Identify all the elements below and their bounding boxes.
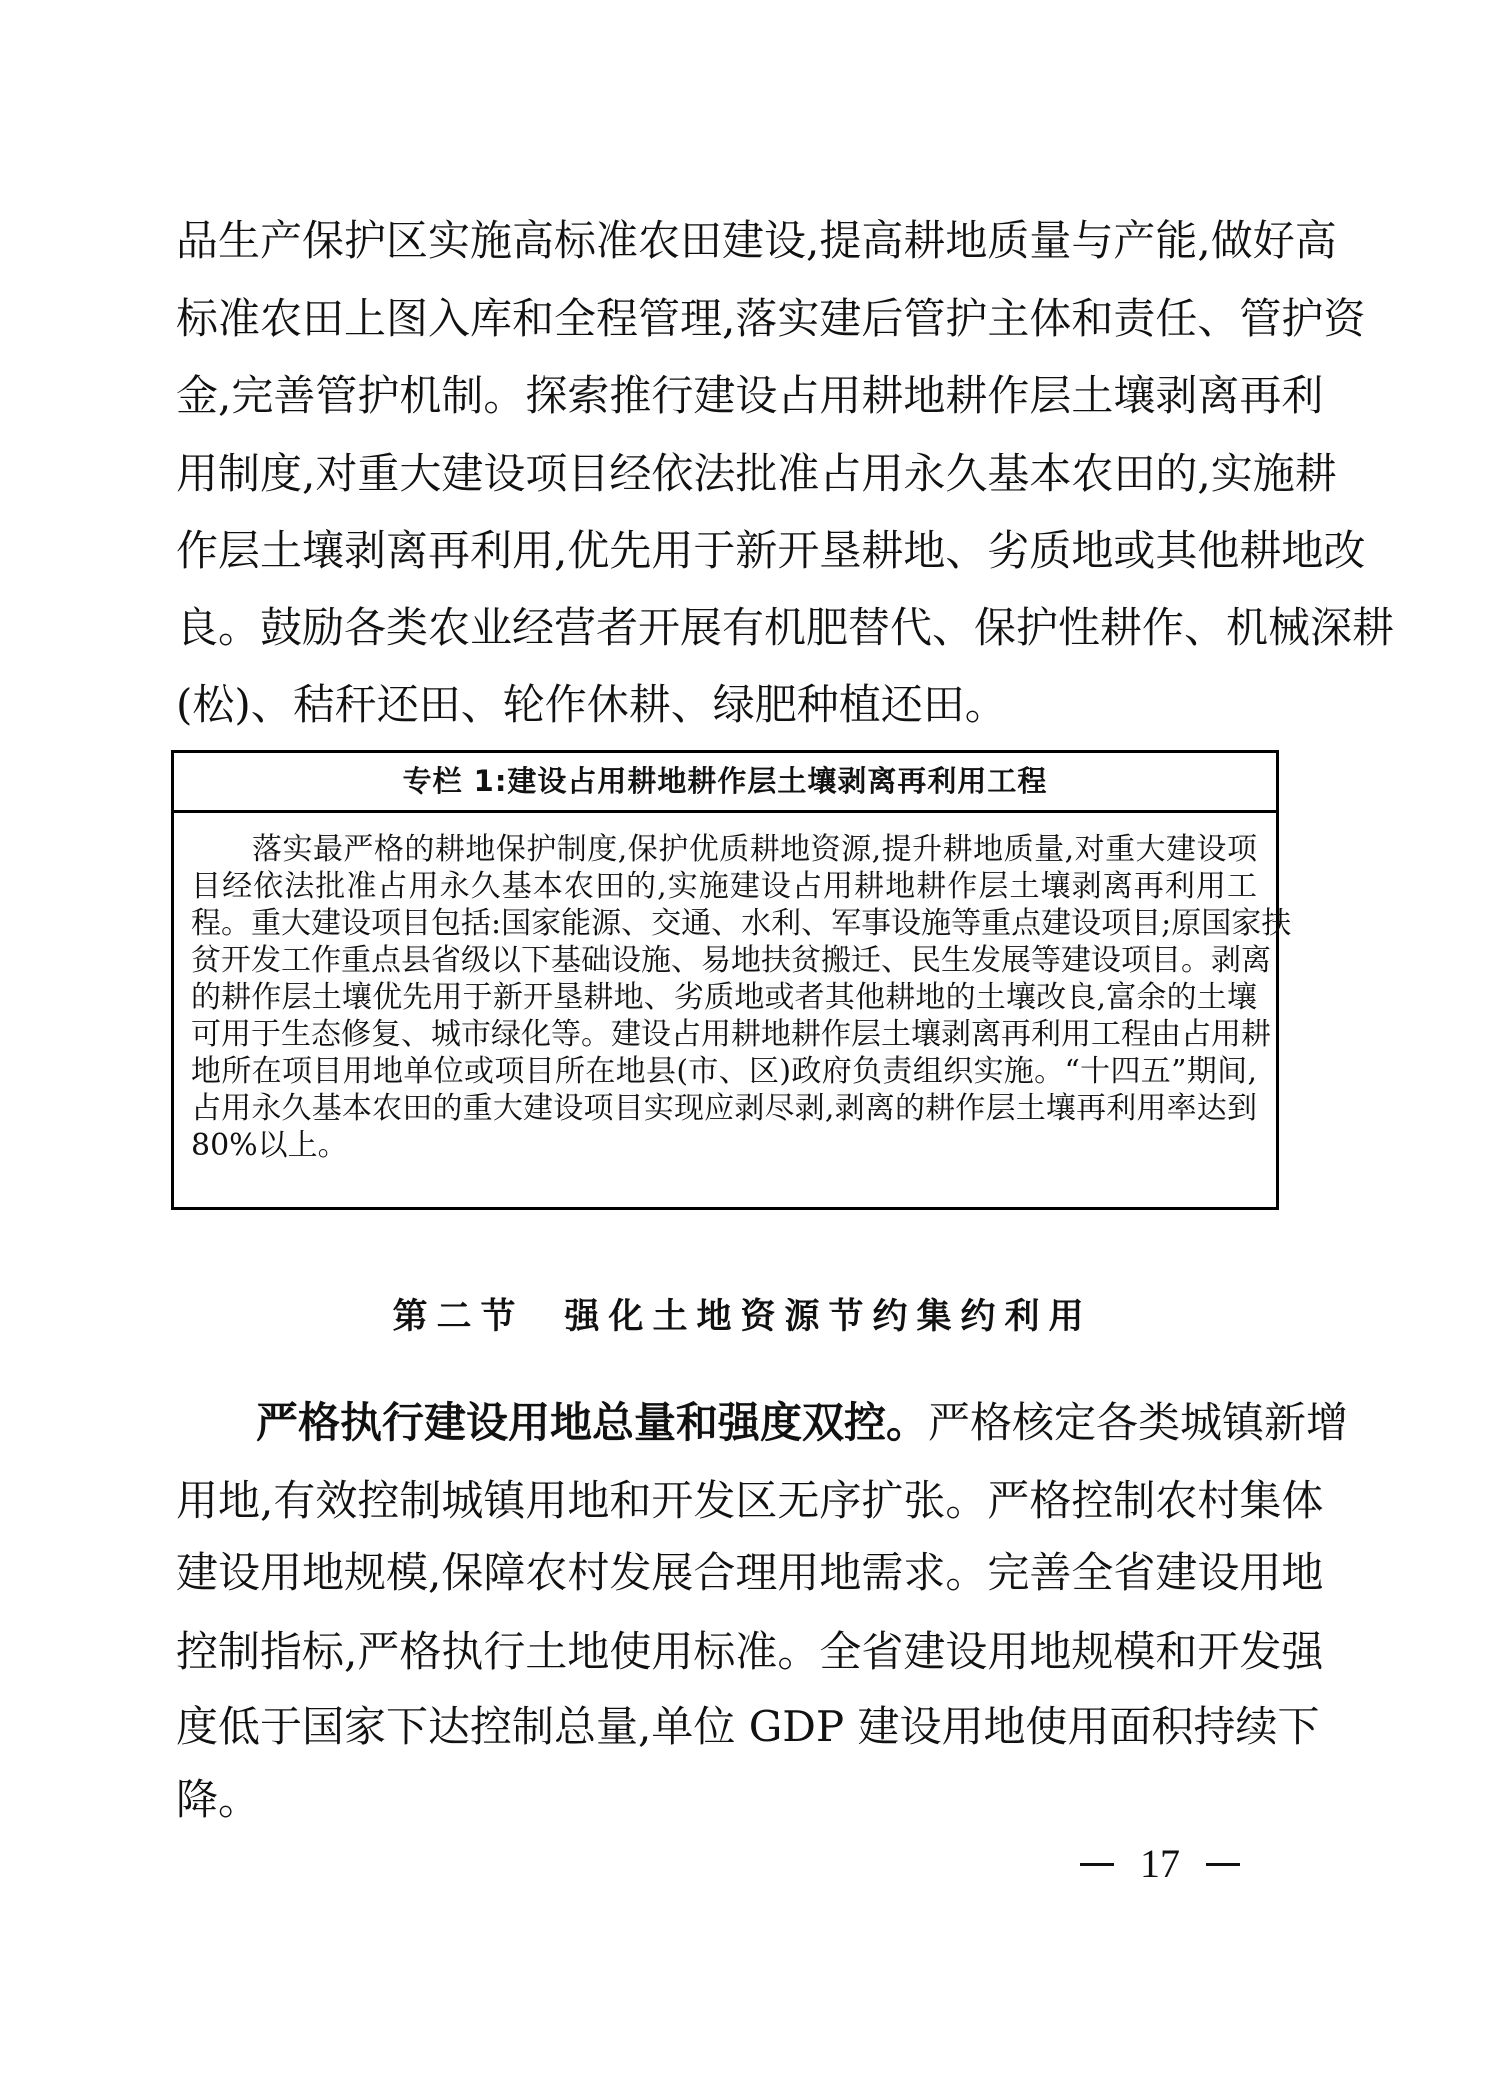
text-line: 标准农田上图入库和全程管理,落实建后管护主体和责任、管护资: [176, 294, 1366, 343]
box-text-line: 贫开发工作重点县省级以下基础设施、易地扶贫搬迁、民生发展等建设项目。剥离: [191, 943, 1271, 978]
box-text-line: 目经依法批准占用永久基本农田的,实施建设占用耕地耕作层土壤剥离再利用工: [191, 869, 1257, 904]
text-line: 控制指标,严格执行土地使用标准。全省建设用地规模和开发强: [176, 1627, 1324, 1676]
section-number: 第二节: [392, 1296, 525, 1337]
column-box: [171, 750, 1292, 1210]
text-line: [256, 1398, 1349, 1448]
text-line: 品生产保护区实施高标准农田建设,提高耕地质量与产能,做好高: [176, 216, 1337, 265]
text-line: (松)、秸秆还田、轮作休耕、绿肥种植还田。: [176, 680, 1007, 729]
text-line: 作层土壤剥离再利用,优先用于新开垦耕地、劣质地或其他耕地改: [176, 526, 1366, 575]
dash-decoration: [1080, 1863, 1114, 1866]
page-number: [1080, 1840, 1240, 1888]
text-line: 度低于国家下达控制总量,单位 GDP 建设用地使用面积持续下: [176, 1702, 1320, 1751]
box-text-line: 占用永久基本农田的重大建设项目实现应剥尽剥,剥离的耕作层土壤再利用率达到: [191, 1091, 1257, 1126]
text-line: 用制度,对重大建设项目经依法批准占用永久基本农田的,实施耕: [176, 449, 1337, 498]
column-box-title: 专栏 1:建设占用耕地耕作层土壤剥离再利用工程: [174, 753, 1276, 813]
text-line: 良。鼓励各类农业经营者开展有机肥替代、保护性耕作、机械深耕: [176, 603, 1395, 652]
paragraph-lead: 严格执行建设用地总量和强度双控。: [256, 1398, 929, 1447]
page-number-text: 17: [1140, 1841, 1180, 1886]
box-text-line: 80%以上。: [191, 1128, 348, 1163]
section-title: 强化土地资源节约集约利用: [564, 1296, 1093, 1337]
dash-decoration: [1206, 1863, 1240, 1866]
text-line: 用地,有效控制城镇用地和开发区无序扩张。严格控制农村集体: [176, 1476, 1324, 1525]
text-line: 建设用地规模,保障农村发展合理用地需求。完善全省建设用地: [176, 1548, 1324, 1597]
box-text-line: 程。重大建设项目包括:国家能源、交通、水利、军事设施等重点建设项目;原国家扶: [191, 906, 1292, 941]
section-heading: [0, 1293, 1485, 1341]
text-line: 金,完善管护机制。探索推行建设占用耕地耕作层土壤剥离再利: [176, 371, 1324, 420]
box-text-line: 地所在项目用地单位或项目所在地县(市、区)政府负责组织实施。“十四五”期间,: [191, 1054, 1257, 1089]
box-text-line: 落实最严格的耕地保护制度,保护优质耕地资源,提升耕地质量,对重大建设项: [191, 832, 1257, 867]
text-span: 严格核定各类城镇新增: [928, 1398, 1349, 1447]
box-text-line: 的耕作层土壤优先用于新开垦耕地、劣质地或者其他耕地的土壤改良,富余的土壤: [191, 980, 1257, 1015]
text-line: 降。: [176, 1775, 261, 1824]
box-text-line: 可用于生态修复、城市绿化等。建设占用耕地耕作层土壤剥离再利用工程由占用耕: [191, 1017, 1271, 1052]
